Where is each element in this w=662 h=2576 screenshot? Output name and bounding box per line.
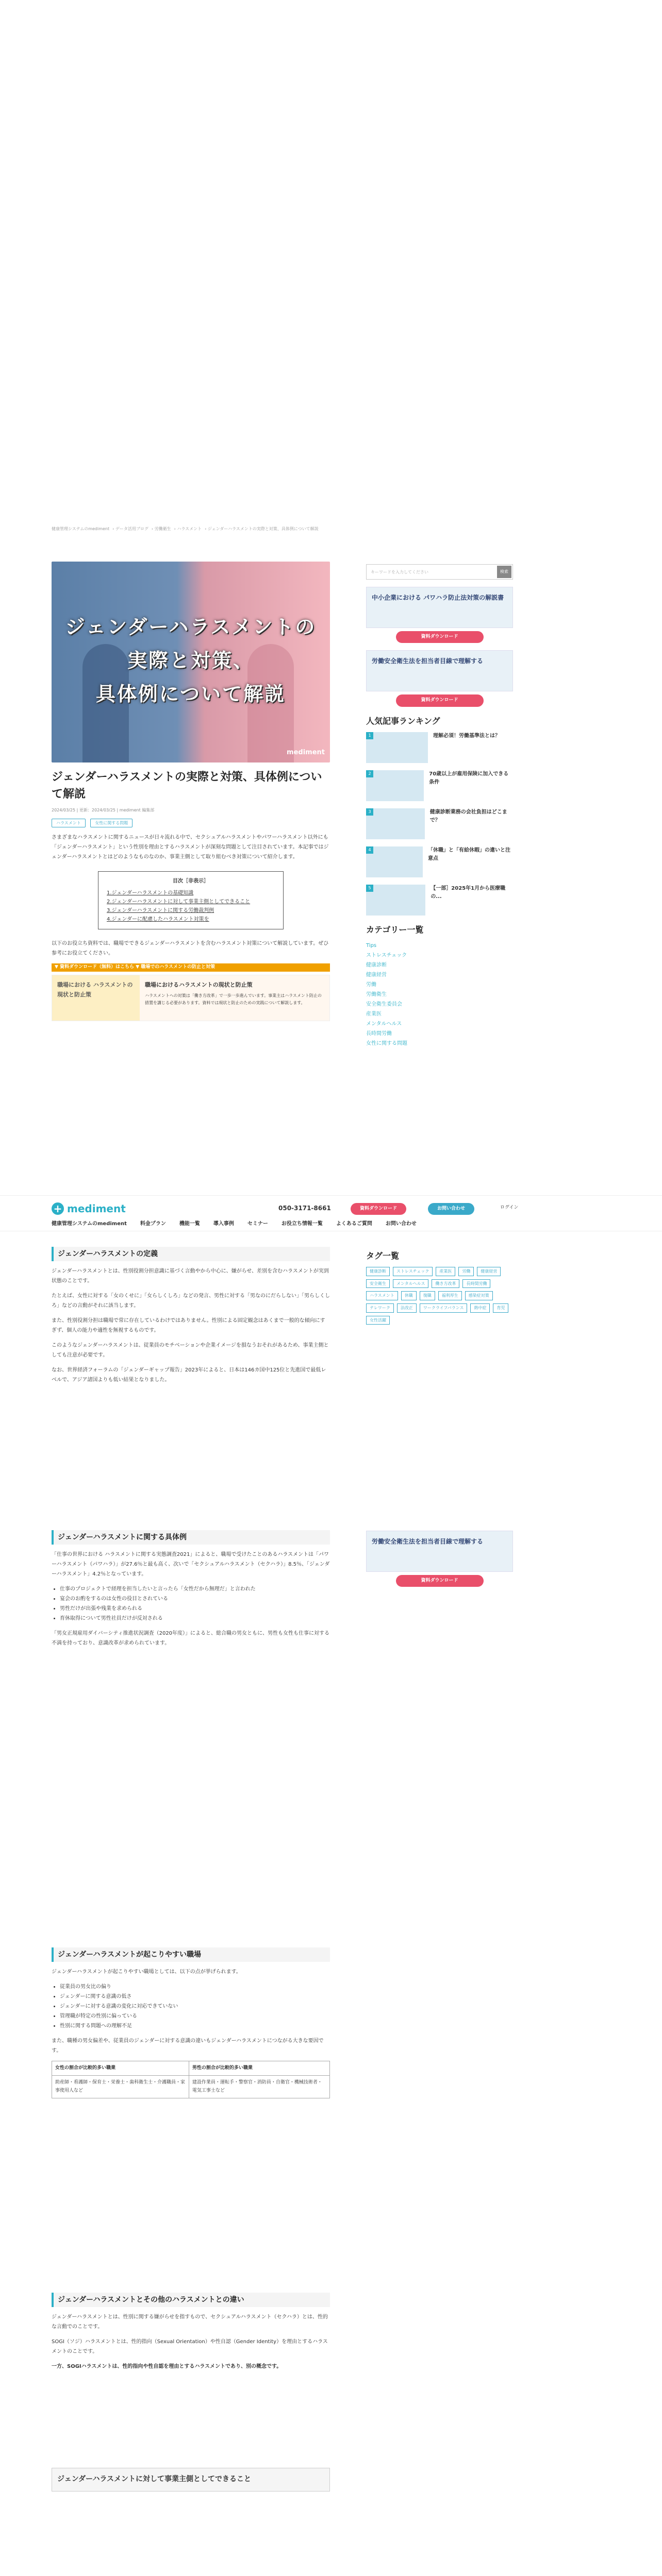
section-heading: ジェンダーハラスメントに関する具体例 [52, 1530, 330, 1545]
rank-number: 4 [366, 846, 373, 854]
category-title: カテゴリー一覧 [366, 924, 424, 935]
phone-number[interactable]: 050-3171-8661 [278, 1205, 331, 1212]
promo-card[interactable] [52, 975, 330, 1021]
example-list [52, 1584, 330, 1623]
occupation-table [52, 2061, 330, 2098]
rank-title[interactable]: 70歳以上が雇用保険に加入できる条件 [429, 771, 509, 785]
rank-title[interactable]: 健康診断業務の会社負担はどこまで？ [429, 809, 507, 823]
menu-item[interactable]: 料金プラン [140, 1221, 166, 1227]
section-workplace [52, 1942, 330, 2098]
list-item: • 男性だけが出張や残業を求められる [60, 1604, 330, 1614]
intro-text-2: 以下のお役立ち資料では、職場でできるジェンダーハラスメントを含むハラスメント対策について解説しています。ぜひ参考にお役立てください。 [52, 941, 329, 957]
toc-item[interactable]: 2.ジェンダーハラスメントに対して事業主側としてできること [107, 899, 251, 905]
tag-item[interactable]: ハラスメント [366, 1291, 398, 1300]
tag-item[interactable]: 育児 [493, 1303, 508, 1313]
promo-desc: ハラスメントへの対策は「働き方改革」で一歩一歩進んでいます。事業主はハラスメント防止の措置を講じる必要があります。資料では現状と防止のための実践について解説します。 [145, 993, 322, 1005]
article-tag[interactable]: ハラスメント [52, 819, 86, 828]
tag-item[interactable]: ワークライフバランス [420, 1303, 468, 1313]
category-list [366, 941, 513, 1048]
ranking-item[interactable] [366, 808, 513, 839]
list-item: • ジェンダーに対する意識の変化に対応できていない [60, 2002, 330, 2011]
article [52, 562, 330, 1021]
paragraph: なお、世界経済フォーラムの「ジェンダーギャップ報告」2023年によると、日本は146カ国中125位と先進国で最低レベルで、アジア諸国よりも低い結果となりました。 [52, 1367, 326, 1383]
sidebar [366, 564, 513, 1048]
menu-item[interactable]: お問い合わせ [385, 1221, 417, 1227]
list-item: • 宴会のお酌をするのは女性の役目とされている [60, 1594, 330, 1604]
download-button[interactable]: 資料ダウンロード [396, 631, 484, 643]
breadcrumb-item[interactable]: 健康管理システムのmediment [52, 527, 110, 531]
page-title: ジェンダーハラスメントの実際と対策、具体例について解説 [52, 771, 322, 801]
category-item[interactable]: 労働衛生 [366, 991, 387, 997]
ranking-item[interactable] [366, 732, 513, 763]
tag-item[interactable]: 働き方改革 [432, 1279, 459, 1289]
sidebar-ad[interactable]: 労働安全衛生法を担当者目線で理解する [366, 1531, 513, 1572]
tag-item[interactable]: ストレスチェック [393, 1267, 433, 1276]
tag-item[interactable]: メンタルヘルス [393, 1279, 428, 1289]
tag-item[interactable]: 労働 [458, 1267, 474, 1276]
list-item: • 管理職が特定の性別に偏っている [60, 2011, 330, 2021]
category-item[interactable]: 健康経営 [366, 972, 387, 978]
rank-title[interactable]: 理解必須！労働基準法とは？ [433, 733, 500, 739]
list-item: • 育休取得について男性社員だけが反対される [60, 1614, 330, 1623]
table-cell: 助産師・看護師・保育士・栄養士・歯科衛生士・介護職員・家事使用人など [52, 2076, 189, 2098]
breadcrumb: 健康管理システムのmediment › データ活用ブログ › 労働衛生 › ハラスメント › ジェンダーハラスメントの実際と対策、具体例について解説 [52, 527, 319, 531]
rank-number: 5 [366, 885, 373, 892]
category-item[interactable]: 女性に関する問題 [366, 1040, 407, 1046]
tag-item[interactable]: テレワーク [366, 1303, 394, 1313]
list-item: • 従業員の男女比の偏り [60, 1982, 330, 1992]
promo-title: 職場におけるハラスメントの現状と防止策 [145, 981, 253, 989]
table-header: 男性の割合が比較的多い職業 [189, 2061, 329, 2076]
menu-item[interactable]: よくあるご質問 [336, 1221, 372, 1227]
tag-list [366, 1267, 513, 1325]
sticky-header [0, 1195, 662, 1231]
logo-text: mediment [67, 1202, 126, 1215]
rank-number: 1 [366, 732, 373, 739]
menu-item[interactable]: 機能一覧 [179, 1221, 200, 1227]
paragraph: ジェンダーハラスメントが起こりやすい職場としては、以下の点が挙げられます。 [52, 1969, 241, 1975]
breadcrumb-item: ジェンダーハラスメントの実際と対策、具体例について解説 [207, 527, 319, 531]
breadcrumb-item[interactable]: ハラスメント [177, 527, 202, 531]
table-cell: 建設作業員・運転手・警察官・消防員・自衛官・機械技術者・電気工事士など [189, 2076, 329, 2098]
section-heading: ジェンダーハラスメントが起こりやすい職場 [52, 1947, 330, 1962]
search-input[interactable] [366, 564, 513, 580]
paragraph: また、性別役割分担は職場で常に存在しているわけではありません。性別による固定観念はあくまで一般的な傾向にすぎず、個人の能力や適性を無視するものです。 [52, 1318, 325, 1333]
section-heading: ジェンダーハラスメントに対して事業主側としてできること [52, 2468, 330, 2492]
category-item[interactable]: Tips [366, 942, 377, 948]
category-item[interactable]: 産業医 [366, 1011, 382, 1017]
list-item: • 仕事のプロジェクトで経理を担当したいと言ったら「女性だから無理だ」と言われた [60, 1584, 330, 1594]
workplace-list [52, 1982, 330, 2031]
rank-number: 2 [366, 770, 373, 777]
category-item[interactable]: 労働 [366, 981, 376, 988]
toc-item[interactable]: 3.ジェンダーハラスメントに関する労働裁判例 [107, 908, 214, 914]
category-item[interactable]: 健康診断 [366, 962, 387, 968]
category-item[interactable]: 安全衛生委員会 [366, 1001, 402, 1007]
tag-title: タグ一覧 [366, 1251, 400, 1261]
article-meta: 2024/03/25 | 更新：2024/03/25 | mediment 編集部 [52, 808, 155, 812]
download-button[interactable]: 資料ダウンロード [351, 1203, 406, 1215]
hero-title-line: 具体例について解説 [95, 683, 286, 705]
sidebar-ad[interactable]: 労働安全衛生法を担当者目線で理解する [366, 650, 513, 691]
list-item: • 性別に関する問題への理解不足 [60, 2021, 330, 2031]
section-difference [52, 2287, 330, 2377]
promo-image-text: 職場における ハラスメントの現状と防止策 [52, 975, 140, 1021]
contact-button[interactable]: お問い合わせ [428, 1203, 474, 1215]
hero-logo: mediment [287, 748, 325, 756]
tag-item[interactable]: 法改正 [397, 1303, 417, 1313]
tag-item[interactable]: 健康経営 [477, 1267, 501, 1276]
hero-title-line: ジェンダーハラスメントの [65, 616, 317, 638]
rank-number: 3 [366, 808, 373, 816]
paragraph: 「仕事の世界における ハラスメントに関する実態調査2021」によると、職場で受けたことのあるハラスメントは「パワーハラスメント（パワハラ）」が27.6％と最も高く、次いで「セクシュアルハラスメント（セクハラ）」8.5％、「ジェンダーハラスメント」4.2％となっています。 [52, 1552, 330, 1577]
intro-text: さまざまなハラスメントに関するニュースが日々流れる中で、セクシュアルハラスメントやパワーハラスメント以外にも「ジェンダーハラスメント」という性別を理由とするハラスメントが深刻な問題として注目されています。本記事ではジェンダーハラスメントとはどのようなものなのか、事業主側として取り組むべき対策について紹介します。 [52, 835, 329, 860]
menu-item[interactable]: お役立ち情報一覧 [281, 1221, 323, 1227]
tag-item[interactable]: 福利厚生 [438, 1291, 462, 1300]
tag-item[interactable]: 熱中症 [470, 1303, 490, 1313]
tag-item[interactable]: 女性活躍 [366, 1316, 390, 1325]
ranking-item[interactable] [366, 885, 513, 916]
sidebar-tags [366, 1242, 513, 1594]
paragraph: ジェンダーハラスメントとは、性別役割分担意識に基づく言動やから中心に、嫌がらせ、差別を含むハラスメントが実到状態のことです。 [52, 1268, 329, 1284]
category-item[interactable]: 長時間労働 [366, 1030, 392, 1037]
tag-item[interactable]: 感染症対策 [465, 1291, 493, 1300]
ranking-item[interactable] [366, 846, 513, 877]
tag-item[interactable]: 産業医 [436, 1267, 455, 1276]
list-item: • ジェンダーに関する意識の低さ [60, 1992, 330, 2002]
tag-item[interactable]: 長時間労働 [462, 1279, 490, 1289]
plus-icon: + [52, 1202, 64, 1215]
menu-item[interactable]: 導入事例 [213, 1221, 234, 1227]
paragraph: 一方、SOGIハラスメントは、性的指向や性自認を理由とするハラスメントであり、別の概念です。 [52, 2364, 282, 2369]
paragraph: たとえば、女性に対する「女のくせに」「女らしくしろ」などの発言、男性に対する「男なのにだらしない」「男らしくしろ」などの言動がそれに該当します。 [52, 1293, 330, 1309]
breadcrumb-item[interactable]: 労働衛生 [154, 527, 171, 531]
rank-title[interactable]: 「休職」と「有給休暇」の違いと注意点 [428, 847, 510, 861]
category-item[interactable]: ストレスチェック [366, 952, 407, 958]
hero-title-line: 実際と対策、 [127, 649, 254, 672]
paragraph: また、職種の男女偏差や、従業員のジェンダーに対する意識の違いもジェンダーハラスメントにつながる大きな要因です。 [52, 2038, 324, 2054]
paragraph: このようなジェンダーハラスメントは、従業員のモチベーションや企業イメージを損なうおそれがあるため、事業主側としても注意が必要です。 [52, 1343, 329, 1358]
section-examples [52, 1525, 330, 1653]
breadcrumb-item[interactable]: データ活用ブログ [115, 527, 148, 531]
search-button[interactable]: 検索 [497, 566, 511, 578]
table-header: 女性の割合が比較的多い職業 [52, 2061, 189, 2076]
site-logo[interactable] [52, 1200, 126, 1217]
main-menu [52, 1219, 430, 1228]
hero-image [52, 562, 330, 762]
toc-item[interactable]: 1.ジェンダーハラスメントの基礎知識 [107, 890, 194, 896]
paragraph: 「男女正規雇用ダイバーシティ推進状況調査（2020年度）」によると、総合職の男女ともに、男性も女性も仕事に対する不満を持っており、意識改革が求められています。 [52, 1631, 330, 1646]
section-employer [52, 2468, 330, 2492]
paragraph: SOGI（ソジ）ハラスメントとは、性的指向（Sexual Orientation）や性自認（Gender Identity）を理由とするハラスメントのことです。 [52, 2339, 328, 2354]
login-link[interactable]: ログイン [500, 1205, 519, 1210]
search-placeholder: キーワードを入力してください [371, 570, 428, 574]
download-button[interactable]: 資料ダウンロード [396, 1575, 484, 1587]
section-definition [52, 1242, 330, 1390]
paragraph: ジェンダーハラスメントとは、性別に関する嫌がらせを指すもので、セクシュアルハラスメント（セクハラ）とは、性的な言動でのことです。 [52, 2314, 328, 2330]
section-heading: ジェンダーハラスメントの定義 [52, 1247, 330, 1261]
ranking-title: 人気記事ランキング [366, 716, 440, 726]
menu-item[interactable]: セミナー [247, 1221, 268, 1227]
tag-item[interactable]: 復職 [420, 1291, 435, 1300]
tag-item[interactable]: 安全衛生 [366, 1279, 390, 1289]
menu-item[interactable]: 健康管理システムのmediment [52, 1221, 127, 1227]
tag-item[interactable]: 健康診断 [366, 1267, 390, 1276]
rank-title[interactable]: 【一部］2025年1月から医療職の... [431, 885, 506, 900]
ranking-item[interactable] [366, 770, 513, 801]
sidebar-ad[interactable]: 中小企業における パワハラ防止法対策の解説書 [366, 587, 513, 628]
table-of-contents [98, 871, 284, 929]
tag-item[interactable]: 休職 [401, 1291, 417, 1300]
category-item[interactable]: メンタルヘルス [366, 1021, 402, 1027]
toc-heading[interactable]: 目次［非表示］ [173, 878, 209, 885]
article-tag[interactable]: 女性に関する問題 [90, 819, 133, 828]
download-button[interactable]: 資料ダウンロード [396, 694, 484, 706]
section-heading: ジェンダーハラスメントとその他のハラスメントとの違い [52, 2293, 330, 2307]
toc-item[interactable]: 4.ジェンダーに配慮したハラスメント対策を [107, 917, 209, 923]
download-banner[interactable]: ▼ 資料ダウンロード（無料）はこちら ▼ 職場でのハラスメントの防止と対策 [52, 963, 330, 972]
